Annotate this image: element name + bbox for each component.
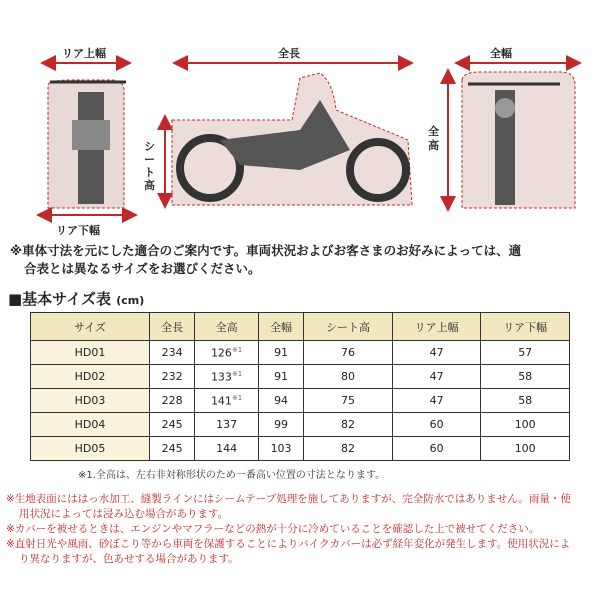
cell-length xyxy=(150,341,195,365)
cell-value: HD03 xyxy=(74,394,106,407)
side-view-motorcycle xyxy=(172,73,412,205)
cell-value: 133 xyxy=(210,370,232,384)
cell-value: HD05 xyxy=(74,442,106,455)
cell-value: 58 xyxy=(518,370,533,383)
warning-line: 用状況によっては浸み込む場合があります。 xyxy=(19,508,229,520)
total-height-label: 全高 xyxy=(428,125,439,152)
cell-value: 94 xyxy=(274,394,289,407)
header-size: サイズ xyxy=(31,313,150,341)
cell-length xyxy=(150,389,195,413)
cell-size xyxy=(31,413,150,437)
front-view-motorcycle xyxy=(462,72,575,208)
cell-value: 100 xyxy=(514,418,536,431)
cell-width xyxy=(258,341,303,365)
warning-line: り異なりますが、色あせする場合があります。 xyxy=(19,553,239,565)
cell-size xyxy=(31,341,150,365)
total-length-label: 全長 xyxy=(278,47,300,60)
cell-value: 60 xyxy=(429,418,444,431)
cell-value: 82 xyxy=(341,442,355,455)
cell-width xyxy=(258,413,303,437)
cell-seat xyxy=(304,365,393,389)
cell-rear_bottom xyxy=(481,413,570,437)
cell-value: 60 xyxy=(429,442,444,455)
cell-value: 228 xyxy=(161,394,183,407)
rear-bottom-width-label: リア下幅 xyxy=(56,224,100,237)
cell-value: 137 xyxy=(216,418,238,431)
cell-size xyxy=(31,365,150,389)
header-seat: シート高 xyxy=(304,313,393,341)
cell-length xyxy=(150,413,195,437)
cell-height xyxy=(195,437,259,461)
cell-height xyxy=(195,365,259,389)
cell-value: 144 xyxy=(216,442,238,455)
footnote-mark: ※1 xyxy=(231,345,243,354)
note-line: ※車体寸法を元にした適合のご案内です。車両状況およびお客さまのお好みによっては、適 xyxy=(10,243,522,258)
warning-line: ※カバーを被せるときは、エンジンやマフラーなどの熱が十分に冷めていることを確認した上で被せてください。 xyxy=(6,523,540,535)
cell-rear_top xyxy=(392,389,481,413)
cell-value: 57 xyxy=(518,346,533,359)
cell-value: 76 xyxy=(341,346,355,359)
cell-rear_bottom xyxy=(481,341,570,365)
cell-value: 100 xyxy=(514,442,536,455)
cell-value: 126 xyxy=(210,346,232,360)
cell-height xyxy=(195,389,259,413)
cell-value: 75 xyxy=(341,394,355,407)
cell-value: 103 xyxy=(270,442,292,455)
note-line: 合表とは異なるサイズをお選びください。 xyxy=(24,261,261,276)
title-text: ■基本サイズ表 xyxy=(8,290,111,308)
cell-size xyxy=(31,437,150,461)
header-length: 全長 xyxy=(150,313,195,341)
header-width: 全幅 xyxy=(258,313,303,341)
size-table xyxy=(30,312,570,461)
table-header xyxy=(31,313,570,341)
dimension-diagram xyxy=(0,0,600,235)
cell-value: 245 xyxy=(161,418,183,431)
header-rear-top: リア上幅 xyxy=(392,313,481,341)
cell-value: 47 xyxy=(429,394,444,407)
cell-rear_bottom xyxy=(481,437,570,461)
cell-height xyxy=(195,413,259,437)
cell-value: 47 xyxy=(429,346,444,359)
cell-value: 91 xyxy=(274,346,289,359)
total-width-label: 全幅 xyxy=(490,47,512,60)
warning-line: ※生地表面にははっ水加工、縫製ラインにはシームテープ処理を施してありますが、完全防水ではありません。雨量・使 xyxy=(6,493,571,505)
cell-seat xyxy=(304,341,393,365)
cell-rear_top xyxy=(392,365,481,389)
cell-value: 232 xyxy=(161,370,183,383)
table-row xyxy=(31,437,570,461)
cell-rear_top xyxy=(392,437,481,461)
cell-value: HD02 xyxy=(74,370,106,383)
cell-seat xyxy=(304,389,393,413)
cell-value: HD01 xyxy=(74,346,106,359)
seat-height-label: シート高 xyxy=(144,140,155,192)
cell-length xyxy=(150,365,195,389)
cell-value: 245 xyxy=(161,442,183,455)
cell-value: 234 xyxy=(161,346,183,359)
cell-seat xyxy=(304,437,393,461)
table-footnote: ※1.全高は、左右非対称形状のため一番高い位置の寸法となります。 xyxy=(78,470,386,481)
cell-value: 141 xyxy=(210,394,232,408)
cell-value: 58 xyxy=(518,394,533,407)
cell-value: 82 xyxy=(341,418,355,431)
fitment-note xyxy=(10,242,595,278)
cell-value: 99 xyxy=(274,418,289,431)
cell-width xyxy=(258,365,303,389)
rear-view-motorcycle xyxy=(48,80,126,208)
header-height: 全高 xyxy=(195,313,259,341)
table-row xyxy=(31,389,570,413)
cell-seat xyxy=(304,413,393,437)
cell-length xyxy=(150,437,195,461)
cell-value: 47 xyxy=(429,370,444,383)
cell-value: 80 xyxy=(341,370,355,383)
cell-width xyxy=(258,437,303,461)
warning-line: ※直射日光や風雨、砂ぼこり等から車両を保護することによりバイクカバーは必ず経年変化が発生します。使用状況によ xyxy=(6,538,571,550)
warning-notes xyxy=(6,492,596,567)
cell-rear_bottom xyxy=(481,389,570,413)
table-title xyxy=(8,288,144,309)
cell-size xyxy=(31,389,150,413)
unit-text: (cm) xyxy=(116,294,145,307)
cell-value: HD04 xyxy=(74,418,106,431)
cell-rear_top xyxy=(392,341,481,365)
footnote-mark: ※1 xyxy=(231,369,243,378)
cell-height xyxy=(195,341,259,365)
header-rear-bottom: リア下幅 xyxy=(481,313,570,341)
cell-value: 91 xyxy=(274,370,289,383)
table-row xyxy=(31,413,570,437)
cell-rear_bottom xyxy=(481,365,570,389)
table-row xyxy=(31,341,570,365)
cell-rear_top xyxy=(392,413,481,437)
table-row xyxy=(31,365,570,389)
rear-top-width-label: リア上幅 xyxy=(62,47,106,60)
footnote-mark: ※1 xyxy=(231,393,243,402)
cell-width xyxy=(258,389,303,413)
